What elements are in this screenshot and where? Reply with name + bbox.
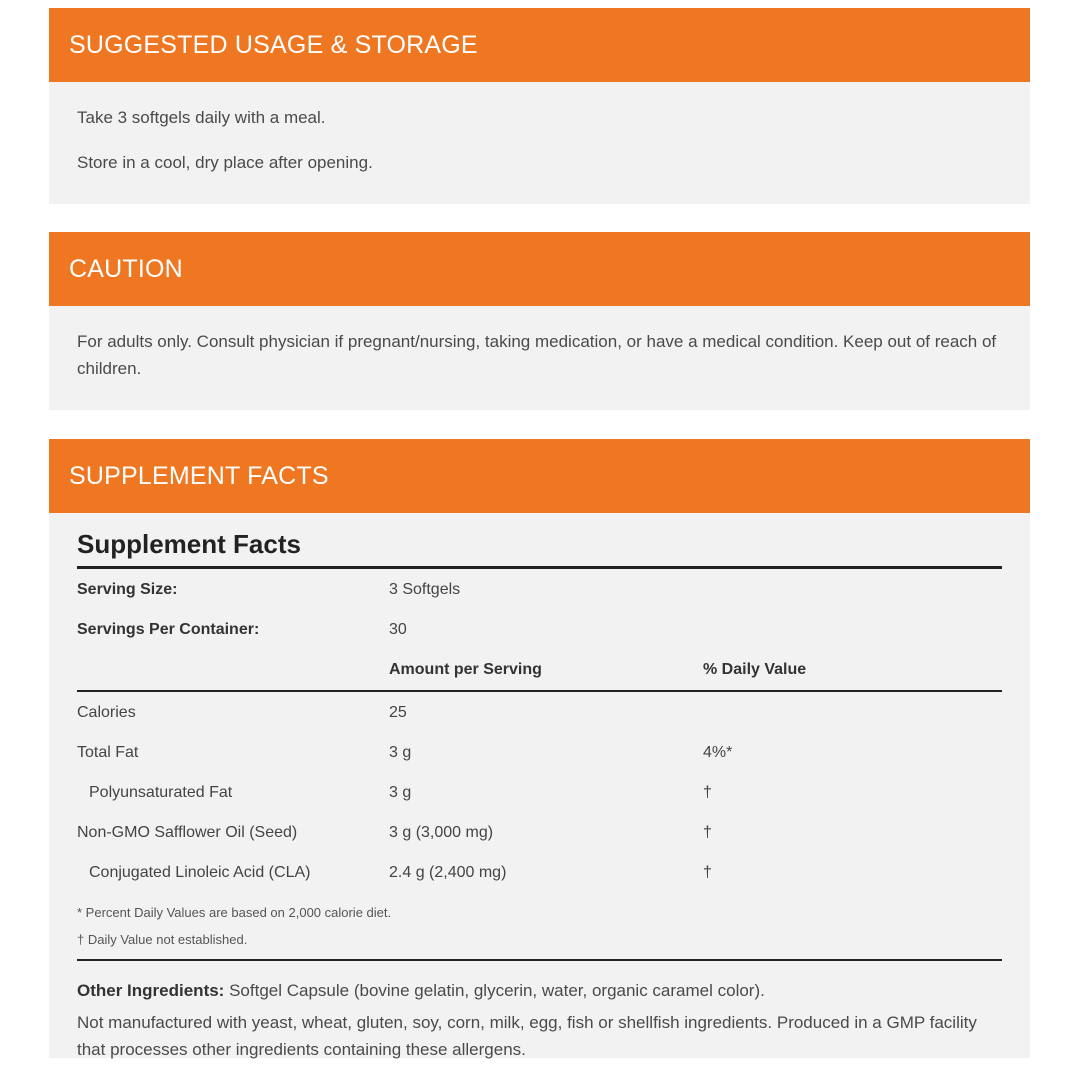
table-row	[77, 693, 1002, 733]
table-row	[77, 733, 1002, 773]
allergen-statement: Not manufactured with yeast, wheat, gluten, soy, corn, milk, egg, fish or shellfish ingredients. Produced in a GMP facility that processes other ingredients containing these allergens.	[77, 1013, 977, 1059]
usage-header: SUGGESTED USAGE & STORAGE	[49, 8, 1030, 82]
caution-body	[49, 306, 1030, 410]
nutrient-dv: 4%*	[703, 744, 733, 761]
serving-size-label: Serving Size:	[77, 581, 178, 598]
nutrient-name: Total Fat	[77, 744, 139, 761]
nutrient-amount: 3 g (3,000 mg)	[389, 824, 494, 841]
facts-section	[49, 439, 1030, 1058]
table-row	[77, 813, 1002, 853]
facts-bottom-rule	[77, 959, 1002, 961]
other-ingredients	[77, 977, 1002, 1004]
usage-section	[49, 8, 1030, 204]
nutrient-dv: †	[703, 784, 712, 801]
nutrient-name: Calories	[77, 704, 136, 721]
nutrient-name: Conjugated Linoleic Acid (CLA)	[89, 864, 311, 881]
nutrient-name: Non-GMO Safflower Oil (Seed)	[77, 824, 298, 841]
facts-header: SUPPLEMENT FACTS	[49, 439, 1030, 513]
servings-value: 30	[389, 621, 407, 638]
footnote-dagger: † Daily Value not established.	[77, 932, 248, 947]
facts-mid-rule	[77, 690, 1002, 692]
caution-section	[49, 232, 1030, 410]
nutrient-amount: 3 g	[389, 784, 412, 801]
table-row	[77, 773, 1002, 813]
nutrient-amount: 2.4 g (2,400 mg)	[389, 864, 507, 881]
nutrient-amount: 3 g	[389, 744, 412, 761]
dv-column-header: % Daily Value	[703, 661, 807, 678]
facts-top-rule	[77, 566, 1002, 569]
table-row	[77, 853, 1002, 893]
facts-heading: Supplement Facts	[77, 529, 301, 559]
caution-header: CAUTION	[49, 232, 1030, 306]
column-header-row	[77, 650, 1002, 690]
amount-column-header: Amount per Serving	[389, 661, 542, 678]
usage-line-dose: Take 3 softgels daily with a meal.	[77, 108, 326, 127]
usage-line-storage: Store in a cool, dry place after opening.	[77, 153, 373, 172]
servings-row	[77, 610, 1002, 650]
nutrient-name: Polyunsaturated Fat	[89, 784, 233, 801]
other-ingredients-text: Softgel Capsule (bovine gelatin, glycerin, water, organic caramel color).	[224, 981, 765, 1000]
nutrient-dv: †	[703, 824, 712, 841]
caution-text: For adults only. Consult physician if pregnant/nursing, taking medication, or have a medical condition. Keep out of reach of children.	[77, 332, 997, 378]
other-ingredients-label: Other Ingredients:	[77, 981, 225, 1000]
serving-size-row	[77, 570, 1002, 610]
serving-size-value: 3 Softgels	[389, 581, 461, 598]
nutrient-amount: 25	[389, 704, 407, 721]
footnote-percent: * Percent Daily Values are based on 2,000 calorie diet.	[77, 905, 392, 920]
usage-body	[49, 82, 1030, 204]
facts-body	[49, 513, 1030, 1058]
nutrient-dv: †	[703, 864, 712, 881]
servings-label: Servings Per Container:	[77, 621, 260, 638]
